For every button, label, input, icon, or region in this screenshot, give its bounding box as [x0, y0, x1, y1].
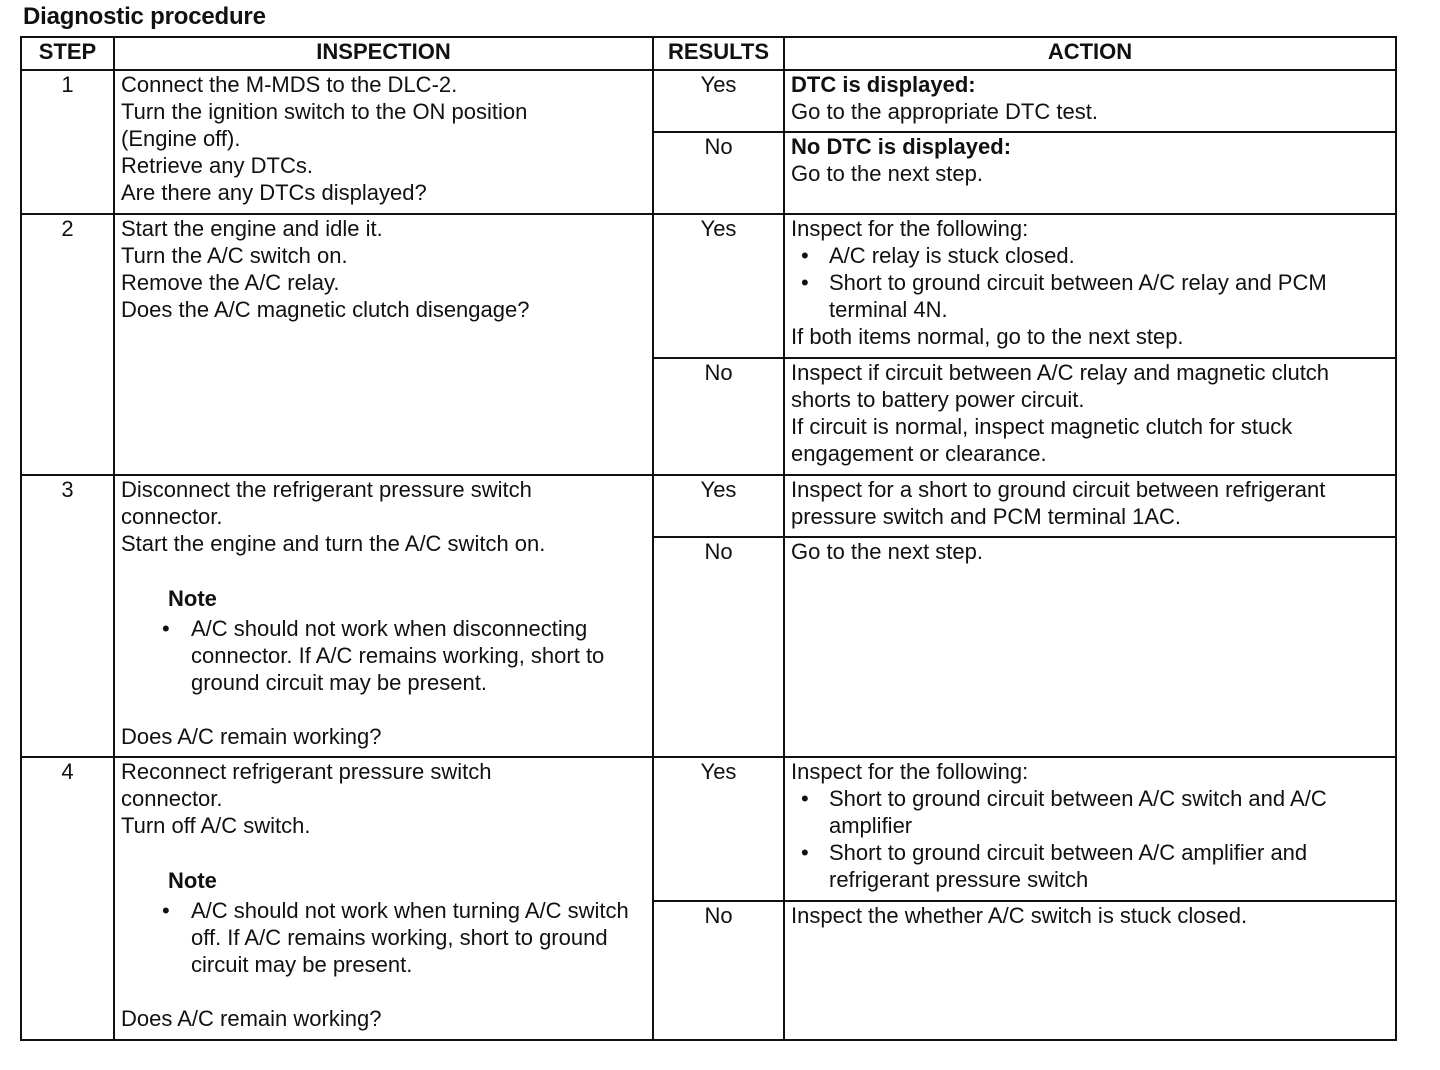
action-cell [784, 358, 1396, 475]
result-value: Yes [653, 475, 784, 537]
header-inspection: INSPECTION [114, 37, 653, 70]
inspection-cell [114, 475, 653, 757]
inspection-line: Turn the ignition switch to the ON position (Engine off). [121, 99, 528, 151]
action-cell [784, 475, 1396, 537]
header-action: ACTION [784, 37, 1396, 70]
action-intro: Inspect for the following: [791, 216, 1029, 241]
step-number: 2 [21, 214, 114, 475]
inspection-line: Start the engine and idle it. [121, 216, 383, 241]
action-line: Inspect if circuit between A/C relay and magnetic clutch shorts to battery power circuit. [791, 360, 1330, 412]
list-item: • Short to ground circuit between A/C relay and PCM terminal 4N. [829, 269, 1389, 323]
action-cell [784, 214, 1396, 358]
inspection-line: Retrieve any DTCs. [121, 153, 313, 178]
header-step: STEP [21, 37, 114, 70]
action-bullet-list [791, 242, 1389, 323]
result-value: No [653, 358, 784, 475]
step-number: 3 [21, 475, 114, 757]
result-value: No [653, 901, 784, 1040]
table-row [21, 214, 1396, 358]
result-value: No [653, 537, 784, 757]
action-cell [784, 537, 1396, 757]
action-line: Inspect the whether A/C switch is stuck closed. [791, 903, 1248, 928]
action-line: If circuit is normal, inspect magnetic clutch for stuck engagement or clearance. [791, 414, 1293, 466]
list-item: • A/C should not work when disconnecting connector. If A/C remains working, short to ground circuit may be present. [191, 615, 646, 696]
table-row [21, 70, 1396, 132]
step-number: 4 [21, 757, 114, 1040]
action-line: Go to the appropriate DTC test. [791, 99, 1098, 124]
action-line: Go to the next step. [791, 161, 984, 186]
list-item: • Short to ground circuit between A/C amplifier and refrigerant pressure switch [829, 839, 1389, 893]
action-line: Inspect for a short to ground circuit between refrigerant pressure switch and PCM terminal 1AC. [791, 477, 1326, 529]
inspection-question: Does A/C remain working? [121, 1006, 382, 1031]
table-row [21, 475, 1396, 537]
inspection-line: Disconnect the refrigerant pressure switch connector. [121, 477, 532, 529]
note-label: Note [168, 868, 217, 893]
inspection-line: Connect the M-MDS to the DLC-2. [121, 72, 458, 97]
inspection-line: Turn off A/C switch. [121, 813, 311, 838]
result-value: Yes [653, 214, 784, 358]
inspection-cell [114, 757, 653, 1040]
note-bullet-list [121, 897, 646, 978]
header-row [21, 37, 1396, 70]
action-outro: If both items normal, go to the next step. [791, 324, 1184, 349]
inspection-line: Remove the A/C relay. [121, 270, 340, 295]
result-value: Yes [653, 70, 784, 132]
table-row [21, 757, 1396, 901]
step-number: 1 [21, 70, 114, 214]
page-title: Diagnostic procedure [23, 3, 266, 30]
action-cell [784, 132, 1396, 214]
diagnostic-table [20, 36, 1397, 1041]
inspection-line: Are there any DTCs displayed? [121, 180, 427, 205]
result-value: Yes [653, 757, 784, 901]
inspection-line: Start the engine and turn the A/C switch on. [121, 531, 546, 556]
action-bullet-list [791, 785, 1389, 893]
action-intro: Inspect for the following: [791, 759, 1029, 784]
list-item: • Short to ground circuit between A/C switch and A/C amplifier [829, 785, 1389, 839]
action-heading: DTC is displayed: [791, 72, 976, 97]
action-cell [784, 901, 1396, 1040]
inspection-line: Turn the A/C switch on. [121, 243, 348, 268]
inspection-line: Does the A/C magnetic clutch disengage? [121, 297, 530, 322]
action-cell [784, 70, 1396, 132]
inspection-question: Does A/C remain working? [121, 724, 382, 749]
action-cell [784, 757, 1396, 901]
list-item: • A/C should not work when turning A/C switch off. If A/C remains working, short to ground circuit may be present. [191, 897, 646, 978]
inspection-line: Reconnect refrigerant pressure switch connector. [121, 759, 492, 811]
action-heading: No DTC is displayed: [791, 134, 1012, 159]
list-item: • A/C relay is stuck closed. [829, 242, 1389, 269]
note-label: Note [168, 586, 217, 611]
note-bullet-list [121, 615, 646, 696]
inspection-cell [114, 214, 653, 475]
inspection-cell [114, 70, 653, 214]
header-results: RESULTS [653, 37, 784, 70]
action-line: Go to the next step. [791, 539, 984, 564]
result-value: No [653, 132, 784, 214]
